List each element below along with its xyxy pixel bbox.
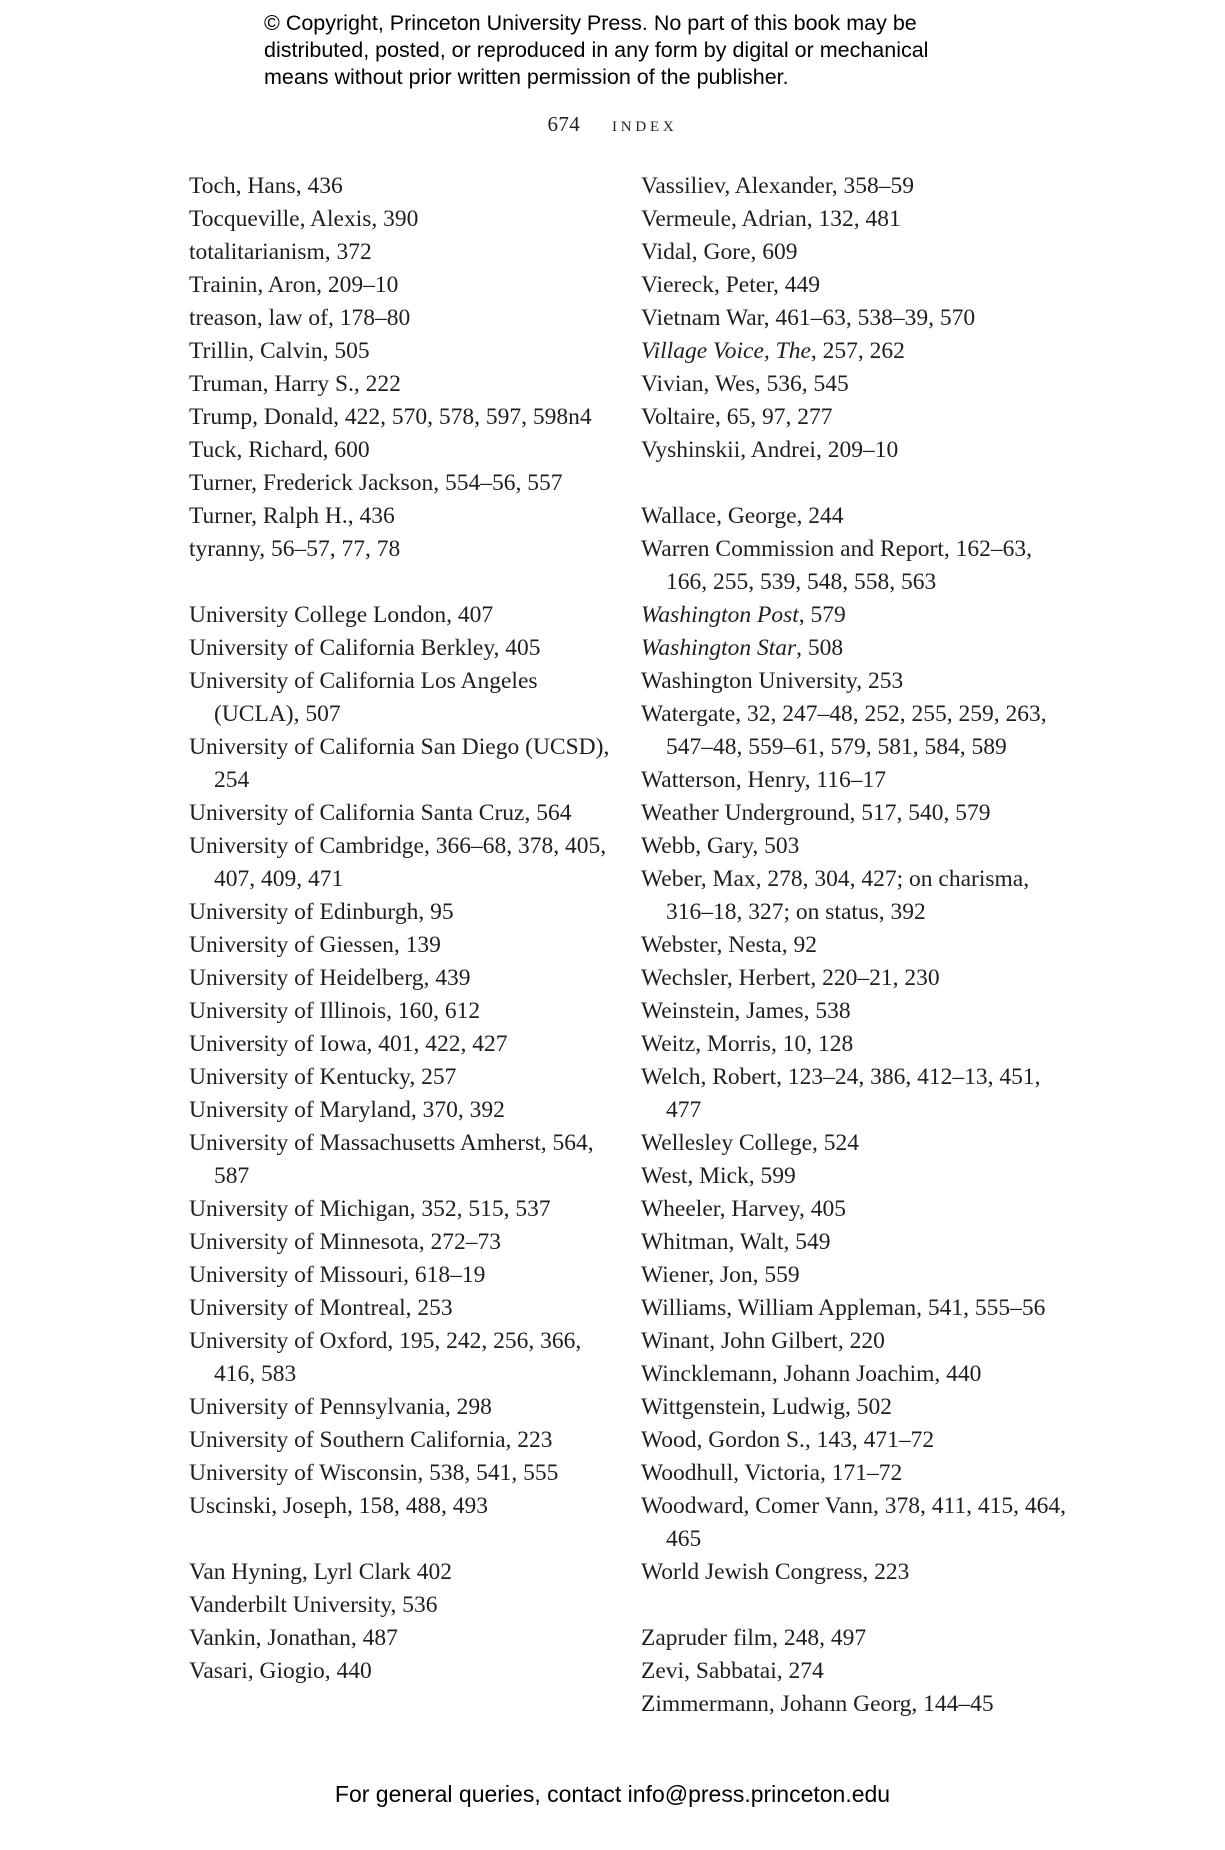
index-entry: Vietnam War, 461–63, 538–39, 570 xyxy=(641,305,976,331)
index-entry: Wittgenstein, Ludwig, 502 xyxy=(641,1394,892,1420)
index-entry: Uscinski, Joseph, 158, 488, 493 xyxy=(189,1493,488,1519)
index-entry: University of California Los Angeles (UCLA), 507 xyxy=(189,668,538,727)
index-entry-title: Village Voice, The xyxy=(641,338,811,364)
index-entry: University of Cambridge, 366–68, 378, 405, 407, 409, 471 xyxy=(189,833,607,892)
index-entry: University of Missouri, 618–19 xyxy=(189,1262,486,1288)
index-entry: University College London, 407 xyxy=(189,602,494,628)
index-section-gap xyxy=(641,467,1071,500)
index-entry: Williams, William Appleman, 541, 555–56 xyxy=(641,1295,1046,1321)
index-entry: Turner, Ralph H., 436 xyxy=(189,503,395,529)
page-number: 674 xyxy=(547,112,581,136)
index-entry: University of Kentucky, 257 xyxy=(189,1064,457,1090)
copyright-notice xyxy=(264,10,984,91)
index-entry: Webster, Nesta, 92 xyxy=(641,932,817,958)
index-entry: University of Edinburgh, 95 xyxy=(189,899,454,925)
index-section-gap xyxy=(189,566,619,599)
index-entry: Wechsler, Herbert, 220–21, 230 xyxy=(641,965,940,991)
index-entry-title: Washington Star xyxy=(641,635,797,661)
index-entry: Welch, Robert, 123–24, 386, 412–13, 451, 477 xyxy=(641,1064,1041,1123)
index-entry: University of Michigan, 352, 515, 537 xyxy=(189,1196,551,1222)
index-entry: University of Oxford, 195, 242, 256, 366, 416, 583 xyxy=(189,1328,582,1387)
index-entry: Watterson, Henry, 116–17 xyxy=(641,767,887,793)
index-entry: University of Maryland, 370, 392 xyxy=(189,1097,505,1123)
index-entry: treason, law of, 178–80 xyxy=(189,305,411,331)
index-entry: Vankin, Jonathan, 487 xyxy=(189,1625,398,1651)
index-entry: Warren Commission and Report, 162–63, 166, 255, 539, 548, 558, 563 xyxy=(641,536,1033,595)
index-entry: Weinstein, James, 538 xyxy=(641,998,851,1024)
index-entry: University of Pennsylvania, 298 xyxy=(189,1394,492,1420)
index-entry: Trillin, Calvin, 505 xyxy=(189,338,370,364)
index-entry: Wincklemann, Johann Joachim, 440 xyxy=(641,1361,982,1387)
index-section-gap xyxy=(641,1589,1071,1622)
index-entry: Vivian, Wes, 536, 545 xyxy=(641,371,849,397)
index-entry: University of Illinois, 160, 612 xyxy=(189,998,481,1024)
index-entry: Tuck, Richard, 600 xyxy=(189,437,370,463)
index-entry: Turner, Frederick Jackson, 554–56, 557 xyxy=(189,470,563,496)
section-title: index xyxy=(611,112,678,136)
index-entry: University of Montreal, 253 xyxy=(189,1295,453,1321)
index-entry xyxy=(641,335,1071,368)
index-entry: Zapruder film, 248, 497 xyxy=(641,1625,867,1651)
index-entry: Trainin, Aron, 209–10 xyxy=(189,272,399,298)
index-entry xyxy=(641,632,1071,665)
index-column-left xyxy=(189,170,619,1688)
index-entry: Whitman, Walt, 549 xyxy=(641,1229,831,1255)
index-entry-pages: , 257, 262 xyxy=(810,338,905,364)
index-entry: Zimmermann, Johann Georg, 144–45 xyxy=(641,1691,994,1717)
index-entry: Viereck, Peter, 449 xyxy=(641,272,821,298)
index-entry: Weather Underground, 517, 540, 579 xyxy=(641,800,991,826)
index-entry: West, Mick, 599 xyxy=(641,1163,796,1189)
index-entry: Wheeler, Harvey, 405 xyxy=(641,1196,847,1222)
index-entry: Vermeule, Adrian, 132, 481 xyxy=(641,206,901,232)
index-entry: Washington University, 253 xyxy=(641,668,904,694)
index-column-right xyxy=(641,170,1071,1721)
index-entry: Voltaire, 65, 97, 277 xyxy=(641,404,833,430)
index-entry xyxy=(641,599,1071,632)
index-entry: Vasari, Giogio, 440 xyxy=(189,1658,372,1684)
index-entry: University of Southern California, 223 xyxy=(189,1427,553,1453)
index-entry: University of California Santa Cruz, 564 xyxy=(189,800,572,826)
index-entry: University of California Berkley, 405 xyxy=(189,635,541,661)
index-entry: University of Heidelberg, 439 xyxy=(189,965,471,991)
index-entry: Tocqueville, Alexis, 390 xyxy=(189,206,419,232)
index-entry-title: Washington Post xyxy=(641,602,799,628)
copyright-line-3: means without prior written permission of the publisher. xyxy=(264,65,789,89)
index-entry: Winant, John Gilbert, 220 xyxy=(641,1328,885,1354)
index-entry: Truman, Harry S., 222 xyxy=(189,371,401,397)
index-entry: University of California San Diego (UCSD), 254 xyxy=(189,734,610,793)
index-entry: Wallace, George, 244 xyxy=(641,503,844,529)
index-entry: Wellesley College, 524 xyxy=(641,1130,860,1156)
index-entry: Zevi, Sabbatai, 274 xyxy=(641,1658,824,1684)
index-entry: Woodhull, Victoria, 171–72 xyxy=(641,1460,903,1486)
index-entry: University of Minnesota, 272–73 xyxy=(189,1229,501,1255)
index-section-gap xyxy=(189,1523,619,1556)
footer-contact: For general queries, contact info@press.princeton.edu xyxy=(334,1781,891,1807)
index-entry: University of Wisconsin, 538, 541, 555 xyxy=(189,1460,559,1486)
index-entry: Webb, Gary, 503 xyxy=(641,833,800,859)
index-entry: Woodward, Comer Vann, 378, 411, 415, 464, 465 xyxy=(641,1493,1066,1552)
index-entry: totalitarianism, 372 xyxy=(189,239,372,265)
index-entry: tyranny, 56–57, 77, 78 xyxy=(189,536,401,562)
index-entry: Toch, Hans, 436 xyxy=(189,173,343,199)
index-entry-pages: , 579 xyxy=(798,602,846,628)
index-entry: University of Massachusetts Amherst, 564, 587 xyxy=(189,1130,594,1189)
index-entry: Van Hyning, Lyrl Clark 402 xyxy=(189,1559,453,1585)
index-entry: Weitz, Morris, 10, 128 xyxy=(641,1031,854,1057)
index-entry: Wood, Gordon S., 143, 471–72 xyxy=(641,1427,935,1453)
index-entry: Vassiliev, Alexander, 358–59 xyxy=(641,173,914,199)
index-entry: Vyshinskii, Andrei, 209–10 xyxy=(641,437,899,463)
index-entry-pages: , 508 xyxy=(796,635,844,661)
index-entry: Watergate, 32, 247–48, 252, 255, 259, 263, 547–48, 559–61, 579, 581, 584, 589 xyxy=(641,701,1047,760)
index-entry: Vidal, Gore, 609 xyxy=(641,239,798,265)
index-entry: World Jewish Congress, 223 xyxy=(641,1559,910,1585)
index-entry: University of Iowa, 401, 422, 427 xyxy=(189,1031,508,1057)
index-entry: University of Giessen, 139 xyxy=(189,932,441,958)
index-entry: Weber, Max, 278, 304, 427; on charisma, 316–18, 327; on status, 392 xyxy=(641,866,1030,925)
index-entry: Wiener, Jon, 559 xyxy=(641,1262,800,1288)
index-entry: Trump, Donald, 422, 570, 578, 597, 598n4 xyxy=(189,404,592,430)
copyright-line-2: distributed, posted, or reproduced in any form by digital or mechanical xyxy=(264,38,929,62)
copyright-line-1: © Copyright, Princeton University Press. No part of this book may be xyxy=(264,11,917,35)
index-entry: Vanderbilt University, 536 xyxy=(189,1592,438,1618)
running-head xyxy=(0,112,1225,137)
